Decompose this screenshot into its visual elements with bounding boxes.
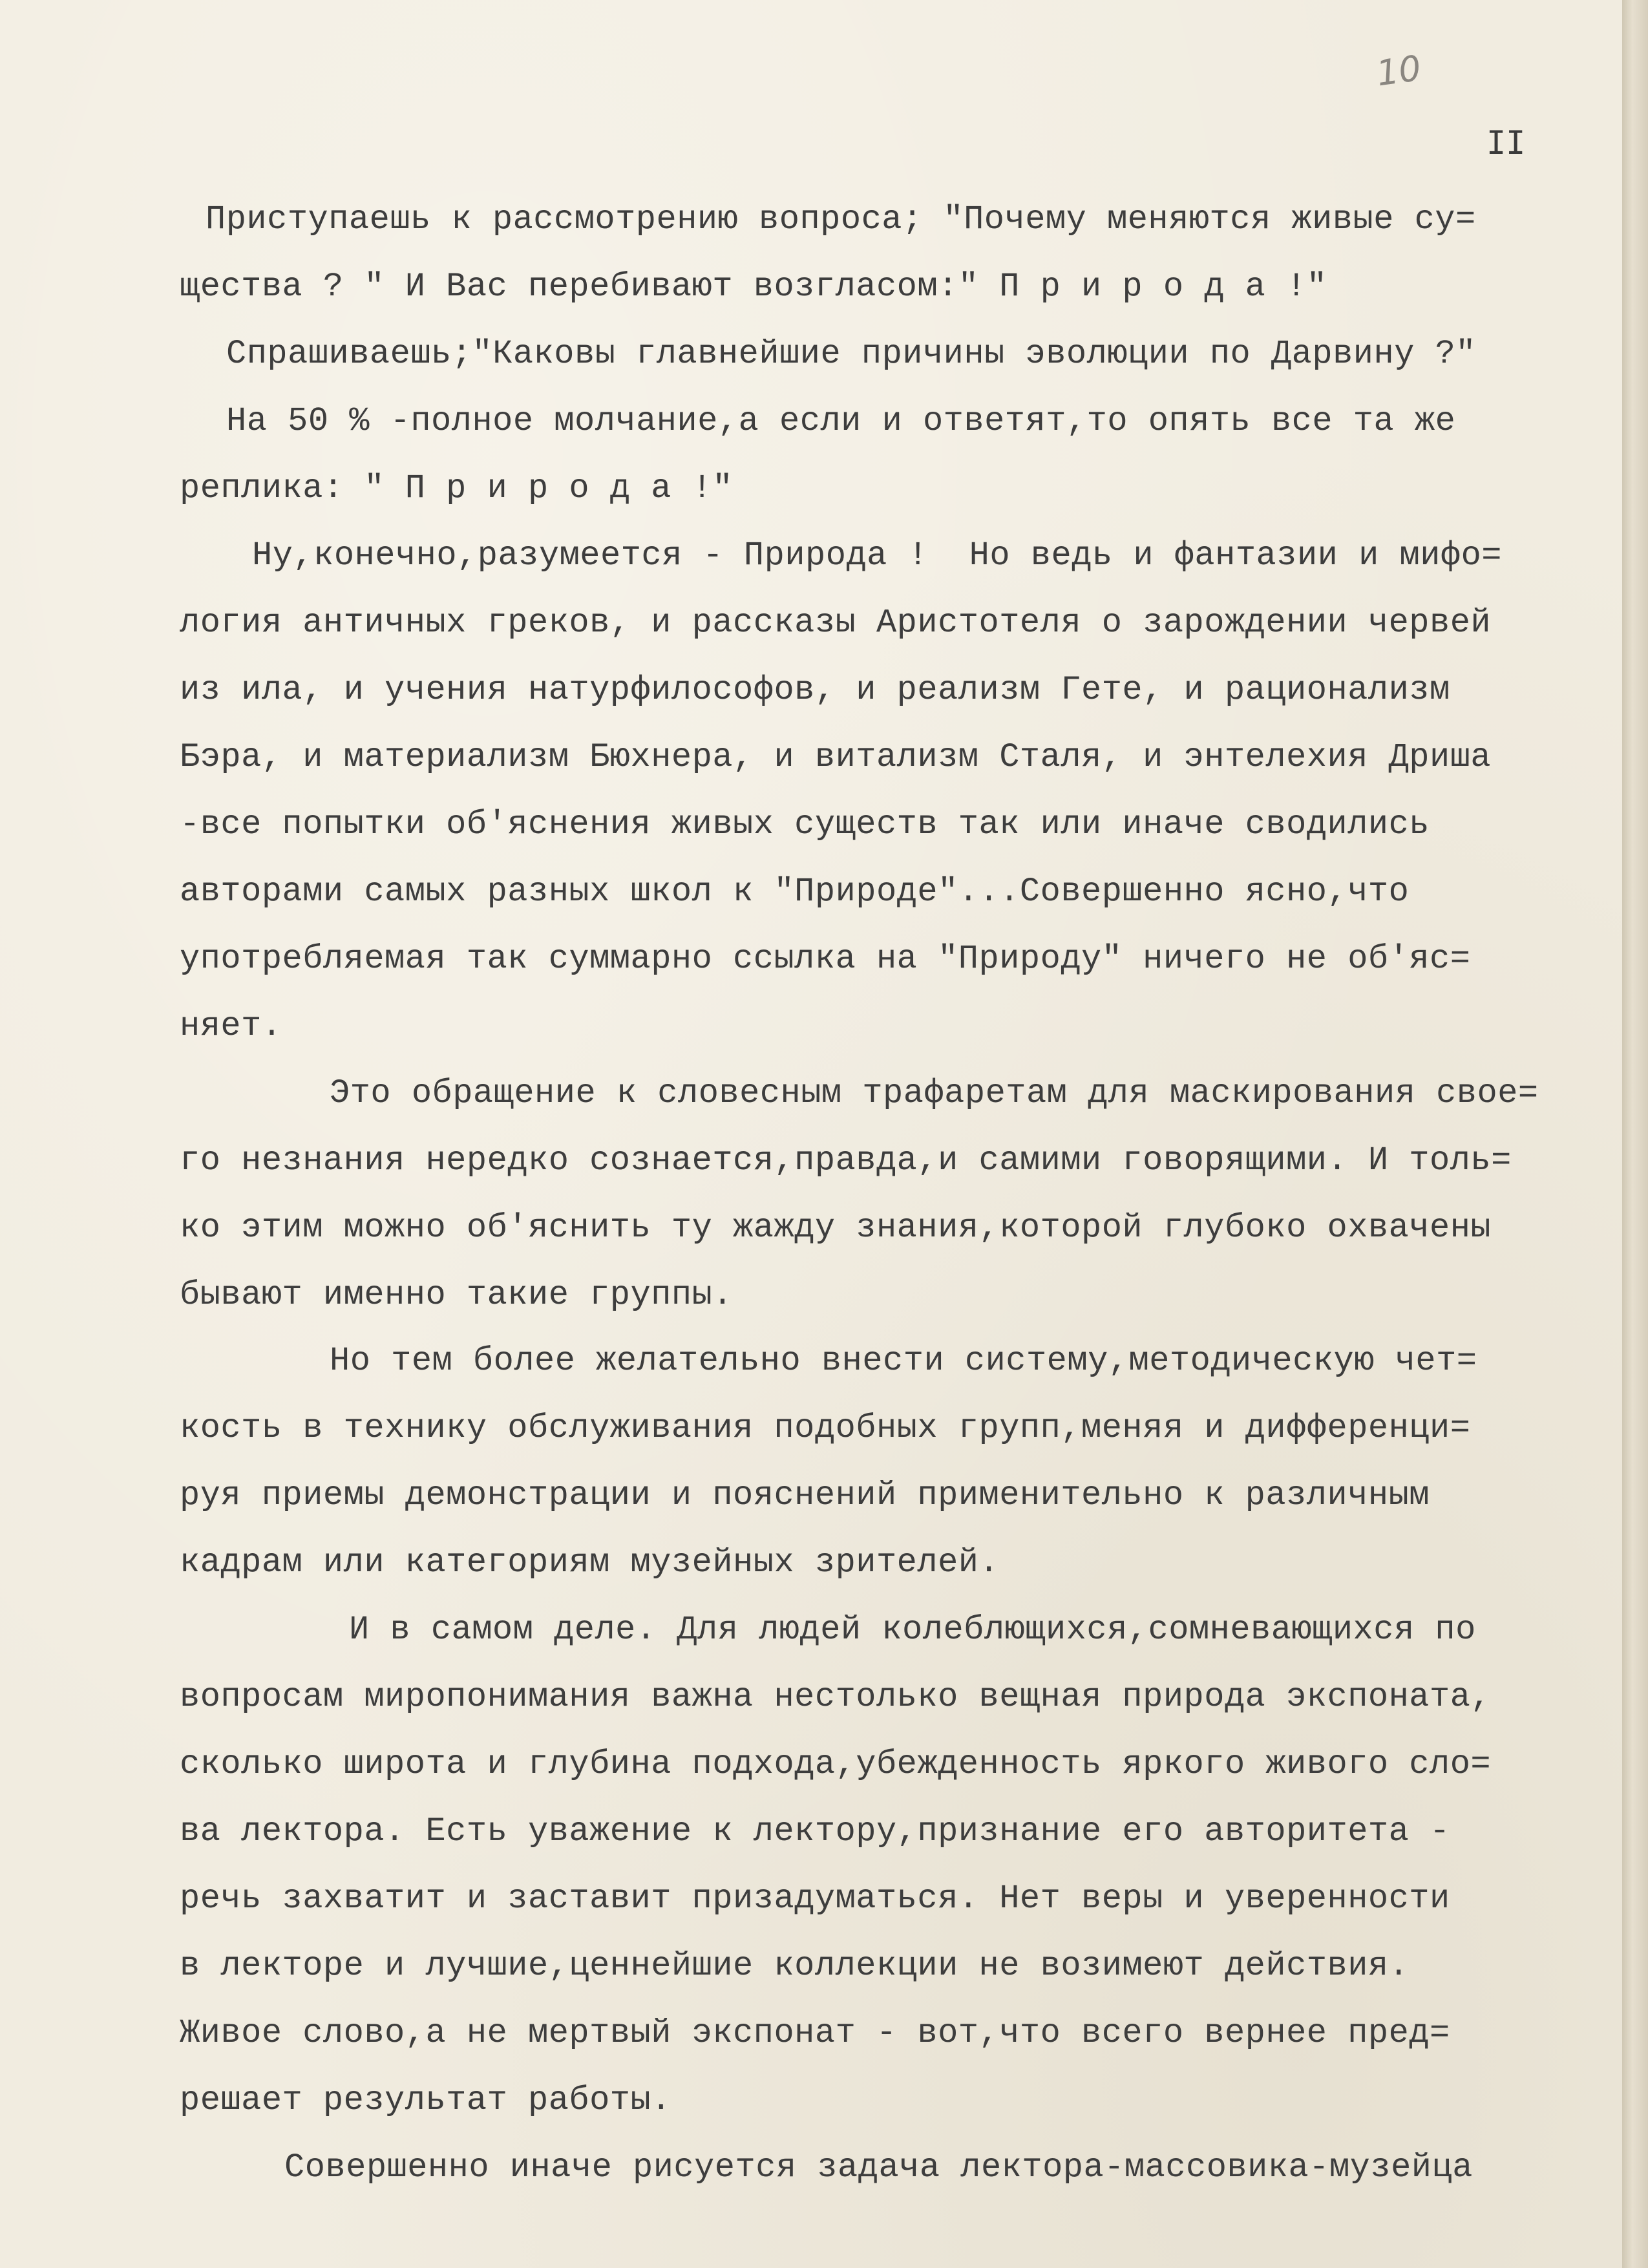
text-line: Ну,конечно,разумеется - Природа ! Но ведь и фантазии и мифо=	[252, 536, 1503, 575]
text-line: в лекторе и лучшие,ценнейшие коллекции не возимеют действия.	[180, 1947, 1410, 1985]
text-line: логия античных греков, и рассказы Аристотеля о зарождении червей	[180, 604, 1492, 642]
paper-edge	[1622, 0, 1648, 2268]
text-line: На 50 % -полное молчание,а если и ответят,то опять все та же	[226, 402, 1456, 440]
text-line: И в самом деле. Для людей колеблющихся,сомневающихся по	[349, 1611, 1476, 1649]
text-line: няет.	[180, 1007, 282, 1045]
text-line: ко этим можно об'яснить ту жажду знания,которой глубоко охвачены	[180, 1209, 1492, 1247]
archive-pencil-number: 10	[1373, 47, 1424, 94]
text-line: Приступаешь к рассмотрению вопроса; "Почему меняются живые су=	[206, 200, 1476, 238]
text-line: решает результат работы.	[180, 2081, 671, 2119]
text-line: вопросам миропонимания важна нестолько вещная природа экспоната,	[180, 1678, 1492, 1716]
text-line: щества ? " И Вас перебивают возгласом:" П р и р о д а !"	[180, 268, 1327, 306]
text-line: кость в технику обслуживания подобных групп,меняя и дифференци=	[180, 1409, 1471, 1447]
text-line: го незнания нередко сознается,правда,и самими говорящими. И толь=	[180, 1141, 1512, 1180]
text-line: сколько широта и глубина подхода,убежденность яркого живого сло=	[180, 1745, 1492, 1783]
text-line: из ила, и учения натурфилософов, и реализм Гете, и рационализм	[180, 671, 1450, 709]
text-line: ва лектора. Есть уважение к лектору,признание его авторитета -	[180, 1812, 1450, 1850]
text-line: Живое слово,а не мертвый экспонат - вот,что всего вернее пред=	[180, 2014, 1450, 2052]
text-line: -все попытки об'яснения живых существ так или иначе сводились	[180, 805, 1430, 843]
text-line: речь захватит и заставит призадуматься. Нет веры и уверенности	[180, 1880, 1450, 1918]
text-line: употребляемая так суммарно ссылка на "Природу" ничего не об'яс=	[180, 940, 1471, 978]
text-line: руя приемы демонстрации и пояснений применительно к различным	[180, 1476, 1430, 1514]
page-number: II	[1486, 124, 1526, 162]
text-line: авторами самых разных школ к "Природе"...Совершенно ясно,что	[180, 873, 1410, 911]
text-line: кадрам или категориям музейных зрителей.	[180, 1543, 1000, 1582]
text-line: Это обращение к словесным трафаретам для маскирования свое=	[330, 1074, 1539, 1112]
text-line: Совершенно иначе рисуется задача лектора-массовика-музейца	[284, 2148, 1473, 2187]
text-line: реплика: " П р и р о д а !"	[180, 469, 734, 507]
text-line: Бэра, и материализм Бюхнера, и витализм Сталя, и энтелехия Дриша	[180, 738, 1492, 776]
text-line: бывают именно такие группы.	[180, 1276, 734, 1314]
text-line: Спрашиваешь;"Каковы главнейшие причины эволюции по Дарвину ?"	[226, 335, 1477, 373]
text-line: Но тем более желательно внести систему,методическую чет=	[330, 1342, 1477, 1380]
